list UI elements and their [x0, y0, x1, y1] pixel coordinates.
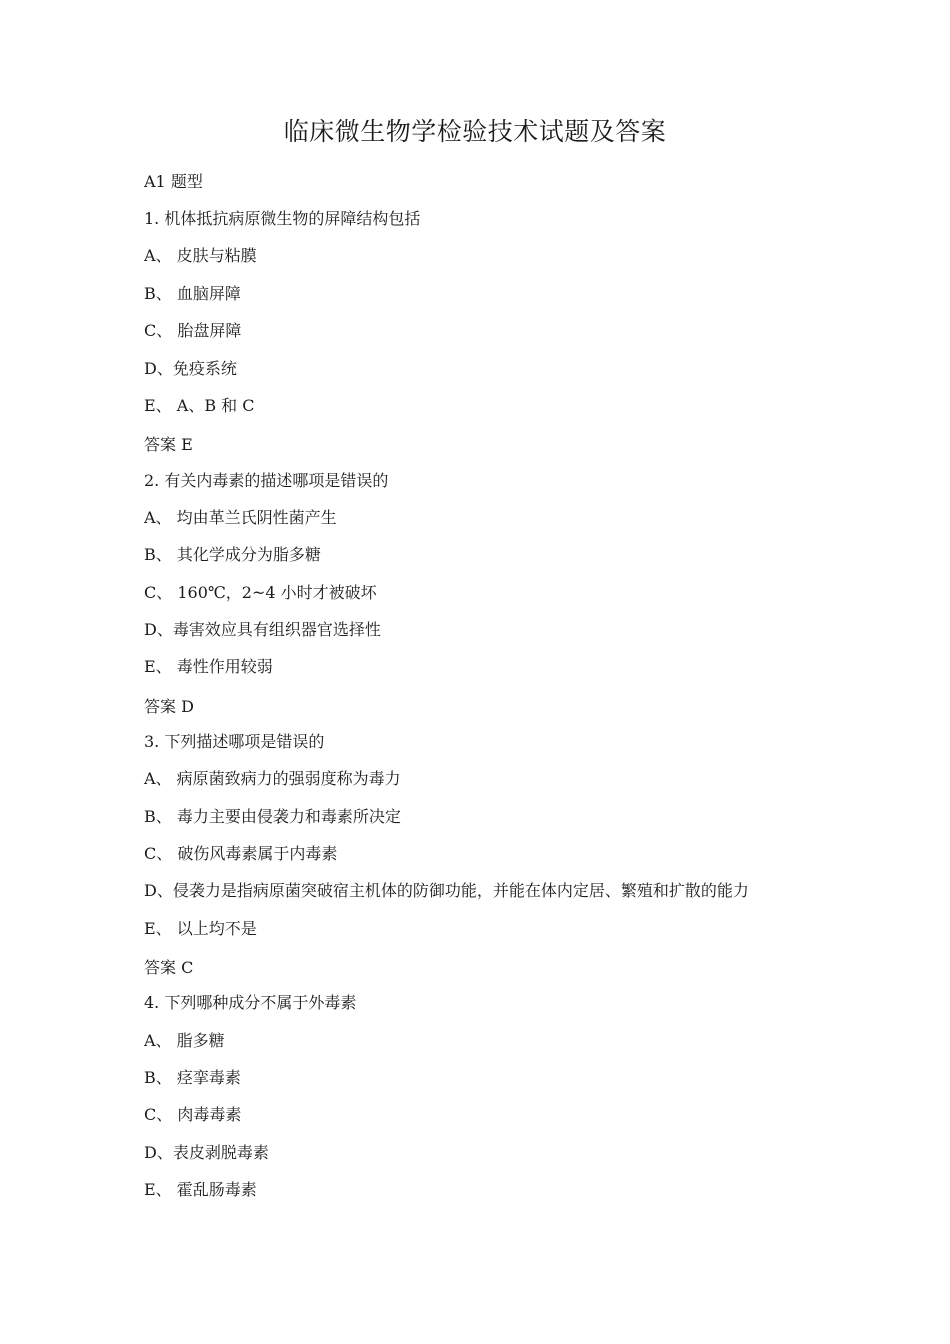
- page-title: 临床微生物学检验技术试题及答案: [283, 117, 667, 146]
- option-c: C、 破伤风毒素属于内毒素: [144, 844, 338, 863]
- option-a: A、 皮肤与粘膜: [144, 246, 257, 265]
- option-c: C、 胎盘屏障: [144, 321, 242, 340]
- option-d: D、侵袭力是指病原菌突破宿主机体的防御功能，并能在体内定居、繁殖和扩散的能力: [144, 881, 749, 900]
- option-c: C、 肉毒毒素: [144, 1105, 242, 1124]
- option-b: B、 其化学成分为脂多糖: [144, 545, 321, 564]
- option-e: E、 A、B 和 C: [144, 396, 255, 415]
- option-d: D、表皮剥脱毒素: [144, 1143, 269, 1162]
- answer-3: 答案 C: [144, 958, 194, 977]
- question-1: 1. 机体抵抗病原微生物的屏障结构包括: [144, 209, 421, 228]
- section-heading: A1 题型: [144, 172, 203, 191]
- question-3: 3. 下列描述哪项是错误的: [144, 732, 325, 751]
- option-d: D、免疫系统: [144, 359, 237, 378]
- option-d: D、毒害效应具有组织器官选择性: [144, 620, 381, 639]
- option-a: A、 病原菌致病力的强弱度称为毒力: [144, 769, 401, 788]
- question-4: 4. 下列哪种成分不属于外毒素: [144, 993, 357, 1012]
- option-a: A、 脂多糖: [144, 1031, 225, 1050]
- option-a: A、 均由革兰氏阴性菌产生: [144, 508, 337, 527]
- answer-2: 答案 D: [144, 697, 194, 716]
- option-c: C、 160℃，2~4 小时才被破坏: [144, 583, 377, 602]
- option-b: B、 血脑屏障: [144, 284, 241, 303]
- option-e: E、 以上均不是: [144, 919, 257, 938]
- option-b: B、 痉挛毒素: [144, 1068, 241, 1087]
- question-2: 2. 有关内毒素的描述哪项是错误的: [144, 471, 389, 490]
- option-e: E、 毒性作用较弱: [144, 657, 273, 676]
- answer-1: 答案 E: [144, 435, 193, 454]
- option-e: E、 霍乱肠毒素: [144, 1180, 257, 1199]
- option-b: B、 毒力主要由侵袭力和毒素所决定: [144, 807, 401, 826]
